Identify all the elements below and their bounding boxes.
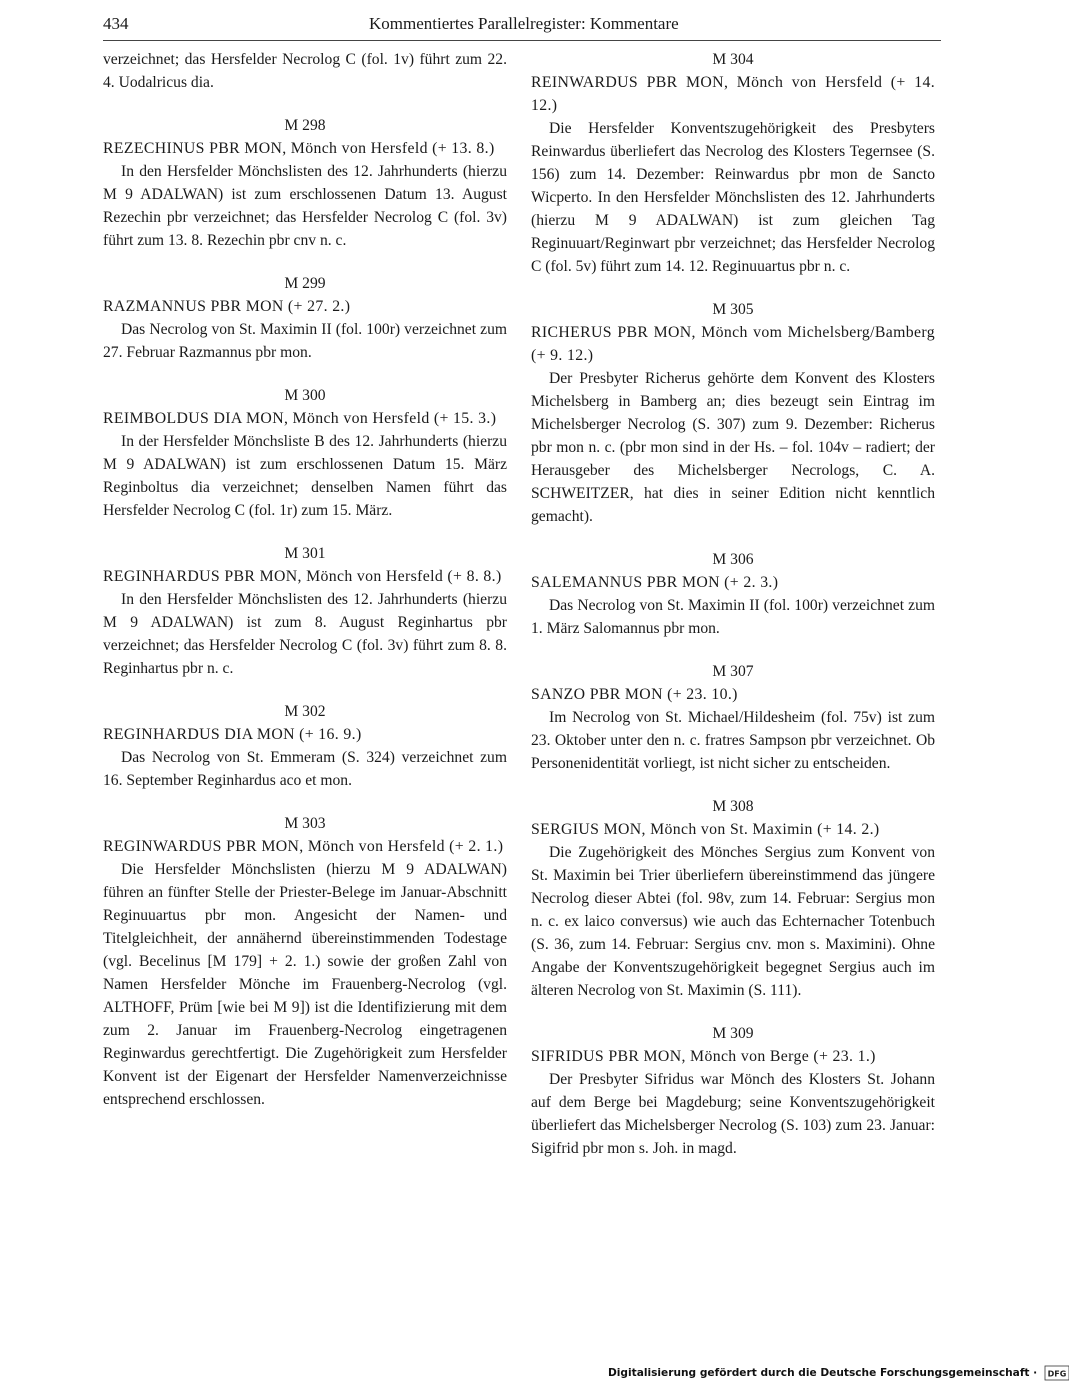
entry-m298 [103,114,507,252]
entry-m304 [531,48,935,278]
entry-m306 [531,548,935,640]
entry-m302 [103,700,507,792]
entry-id: M 303 [284,815,326,832]
entry-id: M 307 [712,663,754,680]
entry-heading: SALEMANNUS PBR MON (+ 2. 3.) [531,574,779,591]
entry-body: Der Presbyter Richerus gehörte dem Konvent des Klosters Michelsberg in Bamberg an; dies bezeugt sein Eintrag im Michelsberger Necrolog (S. 307) zum 9. Dezember: Richerus pbr mon n. c. (pbr mon sind in der Hs. – fol. 104v – radiert; der Herausgeber des Michelsberger Necrologs, C. A. SCHWEITZER, hat dies in seiner Edition nicht kenntlich gemacht). [531,370,935,525]
entry-heading: RICHERUS PBR MON, Mönch vom Michelsberg/Bamberg (+ 9. 12.) [531,324,935,364]
entry-m299 [103,272,507,364]
entry-body: Die Hersfelder Konventszugehörigkeit des Presbyters Reinwardus überliefert das Necrolog des Klosters Tegernsee (S. 156) zum 14. Dezember: Reinwardus pbr mon de Sancto Wicperto. In den Hersfelder Mönchslisten des 12. Jahrhunderts (hierzu M 9 ADALWAN) ist zum gleichen Tag Reginuuart/Reginwart pbr verzeichnet; das Hersfelder Necrolog C (fol. 5v) führt zum 14. 12. Reginuuartus pbr n. c. [531,120,935,275]
entry-id: M 298 [284,117,326,134]
dfg-logo-text: DFG [1047,1369,1067,1379]
entry-body: Das Necrolog von St. Maximin II (fol. 100r) verzeichnet zum 1. März Salomannus pbr mon. [531,597,935,637]
entry-body: Der Presbyter Sifridus war Mönch des Klosters St. Johann auf dem Berge bei Magdeburg; seine Konventszugehörigkeit überliefert das Michelsberger Necrolog (S. 103) zum 23. Januar: Sigifrid pbr mon s. Joh. in magd. [531,1071,935,1157]
entry-body: In den Hersfelder Mönchslisten des 12. Jahrhunderts (hierzu M 9 ADALWAN) ist zum 8. August Reginhartus pbr verzeichnet; das Hersfelder Necrolog C (fol. 3v) führt zum 8. 8. Reginhartus pbr n. c. [103,591,507,677]
entry-m309 [531,1022,935,1160]
entry-id: M 302 [284,703,326,720]
entry-heading: REGINHARDUS DIA MON (+ 16. 9.) [103,726,362,743]
continued-text: verzeichnet; das Hersfelder Necrolog C (fol. 1v) führt zum 22. 4. Uodalricus dia. [103,51,507,91]
left-column [103,48,507,1131]
entry-id: M 301 [284,545,326,562]
entry-heading: REGINHARDUS PBR MON, Mönch von Hersfeld (+ 8. 8.) [103,568,502,585]
entry-id: M 304 [712,51,754,68]
entry-body: Die Hersfelder Mönchslisten (hierzu M 9 ADALWAN) führen an fünfter Stelle der Priester-Belege im Januar-Abschnitt Reginuuartus pbr mon. Angesicht der Namen- und Titelgleichheit, der annähernd übereinstimmenden Todestage (vgl. Becelinus [M 179] + 2. 1.) sowie der großen Zahl von Namen Hersfelder Mönche im Frauenberg-Necrolog (vgl. ALTHOFF, Prüm [wie bei M 9]) ist die Identifizierung mit dem zum 2. Januar im Frauenberg-Necrolog eingetragenen Reginwardus gerechtfertigt. Die Zugehörigkeit zum Hersfelder Konvent ist der Eigenart der Hersfelder Namenverzeichnisse entsprechend erschlossen. [103,861,507,1108]
entry-heading: RAZMANNUS PBR MON (+ 27. 2.) [103,298,351,315]
entry-id: M 308 [712,798,754,815]
entry-heading: SERGIUS MON, Mönch von St. Maximin (+ 14. 2.) [531,821,880,838]
entry-body: Das Necrolog von St. Emmeram (S. 324) verzeichnet zum 16. September Reginhardus aco et mon. [103,749,507,789]
entry-id: M 300 [284,387,326,404]
entry-id: M 306 [712,551,754,568]
header-rule [103,40,941,41]
dfg-logo-icon [1045,1366,1069,1380]
entry-heading: SANZO PBR MON (+ 23. 10.) [531,686,738,703]
page-header [103,12,941,38]
right-column [531,48,935,1180]
running-title: Kommentiertes Parallelregister: Kommentare [369,14,679,33]
entry-m303 [103,812,507,1111]
digitization-footer [608,1364,1067,1382]
entry-heading: REZECHINUS PBR MON, Mönch von Hersfeld (+ 13. 8.) [103,140,495,157]
entry-m305 [531,298,935,528]
entry-body: Das Necrolog von St. Maximin II (fol. 100r) verzeichnet zum 27. Februar Razmannus pbr mon. [103,321,507,361]
entry-m307 [531,660,935,775]
entry-heading: REIMBOLDUS DIA MON, Mönch von Hersfeld (+ 15. 3.) [103,410,497,427]
entry-heading: REGINWARDUS PBR MON, Mönch von Hersfeld (+ 2. 1.) [103,838,504,855]
entry-body: In der Hersfelder Mönchsliste B des 12. Jahrhunderts (hierzu M 9 ADALWAN) ist zum erschlossenen Datum 15. März Reginboltus dia verzeichnet; denselben Namen führt das Hersfelder Necrolog C (fol. 1r) zum 15. März. [103,433,507,519]
entry-body: Die Zugehörigkeit des Mönches Sergius zum Konvent von St. Maximin bei Trier überliefern übereinstimmend das jüngere Necrolog dieser Abtei (fol. 98v, zum 14. Februar: Sergius mon n. c. ex laico conversus) wie auch das Echternacher Totenbuch (S. 36, zum 14. Februar: Sergius cnv. mon s. Maximini). Ohne Angabe der Konventszugehörigkeit begegnet Sergius auch im älteren Necrolog von St. Maximin (S. 111). [531,844,935,999]
entry-id: M 305 [712,301,754,318]
entry-m301 [103,542,507,680]
entry-id: M 299 [284,275,326,292]
entry-m300 [103,384,507,522]
page-number: 434 [103,14,129,33]
entry-heading: SIFRIDUS PBR MON, Mönch von Berge (+ 23. 1.) [531,1048,876,1065]
entry-body: In den Hersfelder Mönchslisten des 12. Jahrhunderts (hierzu M 9 ADALWAN) ist zum erschlossenen Datum 13. August Rezechin pbr verzeichnet; das Hersfelder Necrolog C (fol. 3v) führt zum 13. 8. Rezechin pbr cnv n. c. [103,163,507,249]
entry-id: M 309 [712,1025,754,1042]
footer-text: Digitalisierung gefördert durch die Deutsche Forschungsgemeinschaft · [608,1367,1038,1379]
entry-body: Im Necrolog von St. Michael/Hildesheim (fol. 75v) ist zum 23. Oktober unter den n. c. fratres Sampson pbr verzeichnet. Ob Personenidentität vorliegt, ist nicht sicher zu entscheiden. [531,709,935,772]
entry-heading: REINWARDUS PBR MON, Mönch von Hersfeld (+ 14. 12.) [531,74,935,114]
entry-m308 [531,795,935,1002]
